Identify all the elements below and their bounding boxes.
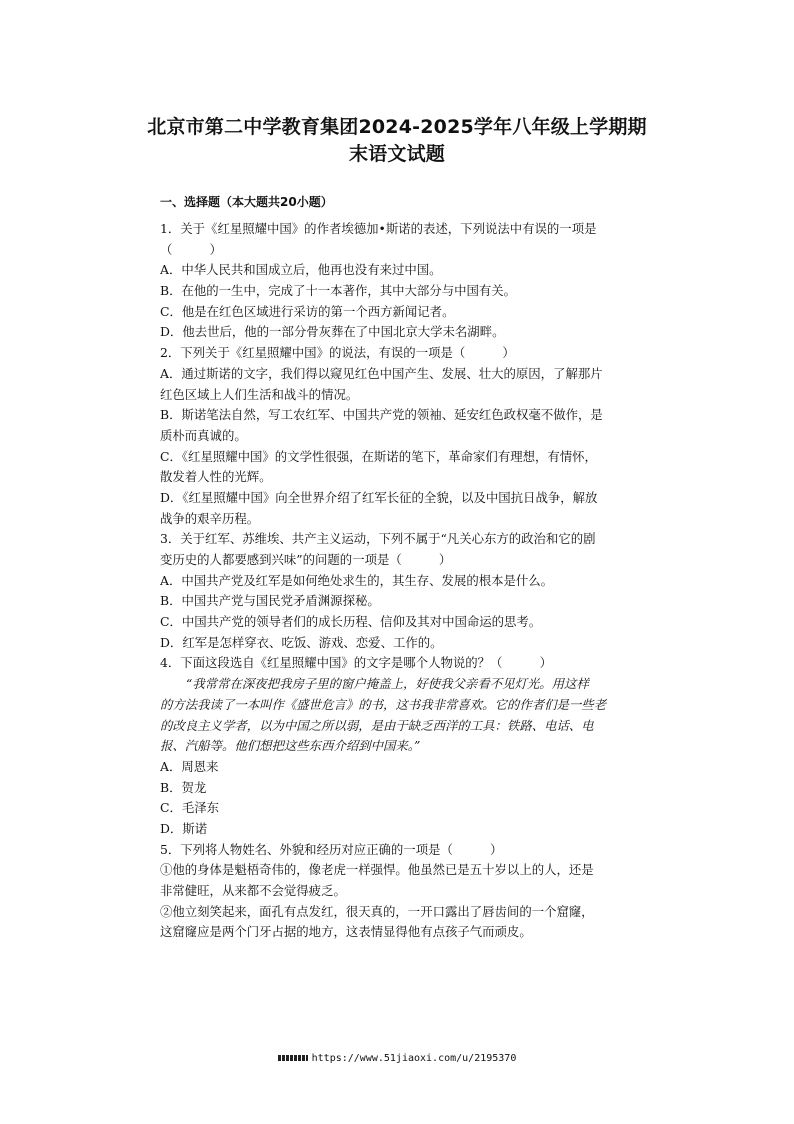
q1-option-c: C．他是在红色区域进行采访的第一个西方新闻记者。 xyxy=(160,303,455,319)
q1-option-d: D．他去世后，他的一部分骨灰葬在了中国北京大学未名湖畔。 xyxy=(160,324,505,340)
footer-url[interactable]: https://www.51jiaoxi.com/u/2195370 xyxy=(311,1053,517,1064)
q4-quote-line-3: 的改良主义学者，以为中国之所以弱，是由于缺乏西洋的工具：铁路、电话、电 xyxy=(160,717,594,733)
q2-option-d-line-2: 战争的艰辛历程。 xyxy=(160,510,260,526)
q5-item-1-line-1: ①他的身体是魁梧奇伟的，像老虎一样强悍。他虽然已是五十岁以上的人，还是 xyxy=(160,862,594,878)
q4-quote-line-4: 报、汽船等。他们想把这些东西介绍到中国来。” xyxy=(160,738,421,754)
title-line-1: 北京市第二中学教育集团2024-2025学年八年级上学期期 xyxy=(147,116,647,138)
q2-option-d-line-1: D．《红星照耀中国》向全世界介绍了红军长征的全貌，以及中国抗日战争，解放 xyxy=(160,489,598,505)
site-logo-icon xyxy=(278,1055,308,1061)
q2-option-c-line-1: C．《红星照耀中国》的文学性很强，在斯诺的笔下，革命家们有理想，有情怀， xyxy=(160,448,597,464)
q3-option-b: B．中国共产党与国民党矛盾渊源探秘。 xyxy=(160,593,380,609)
q3-option-d: D．红军是怎样穿衣、吃饭、游戏、恋爱、工作的。 xyxy=(160,634,443,650)
q1-option-a: A．中华人民共和国成立后，他再也没有来过中国。 xyxy=(160,262,442,278)
q1-stem-line-1: 1．关于《红星照耀中国》的作者埃德加•斯诺的表述，下列说法中有误的一项是 xyxy=(160,221,597,236)
q2-stem: 2．下列关于《红星照耀中国》的说法，有误的一项是（ ） xyxy=(160,345,515,361)
q2-option-b-line-1: B．斯诺笔法自然，写工农红军、中国共产党的领袖、延安红色政权毫不做作，是 xyxy=(160,407,603,423)
q3-stem-line-2: 变历史的人都要感到兴味”的问题的一项是（ ） xyxy=(160,552,452,567)
title-line-2: 末语文试题 xyxy=(348,143,445,165)
q4-option-b: B．贺龙 xyxy=(160,779,207,795)
q5-item-2-line-1: ②他立刻笑起来，面孔有点发红，很天真的，一开口露出了唇齿间的一个窟窿， xyxy=(160,903,594,919)
q2-option-a-line-1: A．通过斯诺的文字，我们得以窥见红色中国产生、发展、壮大的原因，了解那片 xyxy=(160,365,603,381)
q5-item-2-line-2: 这窟窿应是两个门牙占据的地方，这表情显得他有点孩子气而顽皮。 xyxy=(160,924,532,940)
question-body xyxy=(160,219,634,943)
q3-option-a: A．中国共产党及红军是如何绝处求生的，其生存、发展的根本是什么。 xyxy=(160,572,554,588)
q4-quote-line-2: 的方法我读了一本叫作《盛世危言》的书，这书我非常喜欢。它的作者们是一些老 xyxy=(160,696,607,712)
q4-option-d: D．斯诺 xyxy=(160,820,208,836)
q4-option-c: C．毛泽东 xyxy=(160,800,220,816)
section-heading: 一、选择题（本大题共20小题） xyxy=(160,195,333,209)
q3-stem-line-1: 3．关于红军、苏维埃、共产主义运动，下列不属于“凡关心东方的政治和它的剧 xyxy=(160,531,596,547)
page-footer xyxy=(0,1052,794,1066)
q2-option-c-line-2: 散发着人性的光辉。 xyxy=(160,469,272,485)
q1-option-b: B．在他的一生中，完成了十一本著作，其中大部分与中国有关。 xyxy=(160,283,517,299)
q2-option-b-line-2: 质朴而真诚的。 xyxy=(160,427,247,443)
q4-quote-line-1: “我常常在深夜把我房子里的窗户掩盖上，好使我父亲看不见灯光。用这样 xyxy=(186,676,589,692)
q5-item-1-line-2: 非常健旺，从来都不会觉得疲乏。 xyxy=(160,883,346,898)
q5-stem: 5．下列将人物姓名、外貌和经历对应正确的一项是（ ） xyxy=(160,841,503,857)
document-title xyxy=(140,114,654,168)
q3-option-c: C．中国共产党的领导者们的成长历程、信仰及其对中国命运的思考。 xyxy=(160,614,542,630)
q2-option-a-line-2: 红色区域上人们生活和战斗的情况。 xyxy=(160,386,359,402)
q4-stem: 4．下面这段选自《红星照耀中国》的文字是哪个人物说的？（ ） xyxy=(160,655,552,671)
q1-stem-line-2: （ ） xyxy=(160,241,222,257)
q4-option-a: A．周恩来 xyxy=(160,758,219,774)
